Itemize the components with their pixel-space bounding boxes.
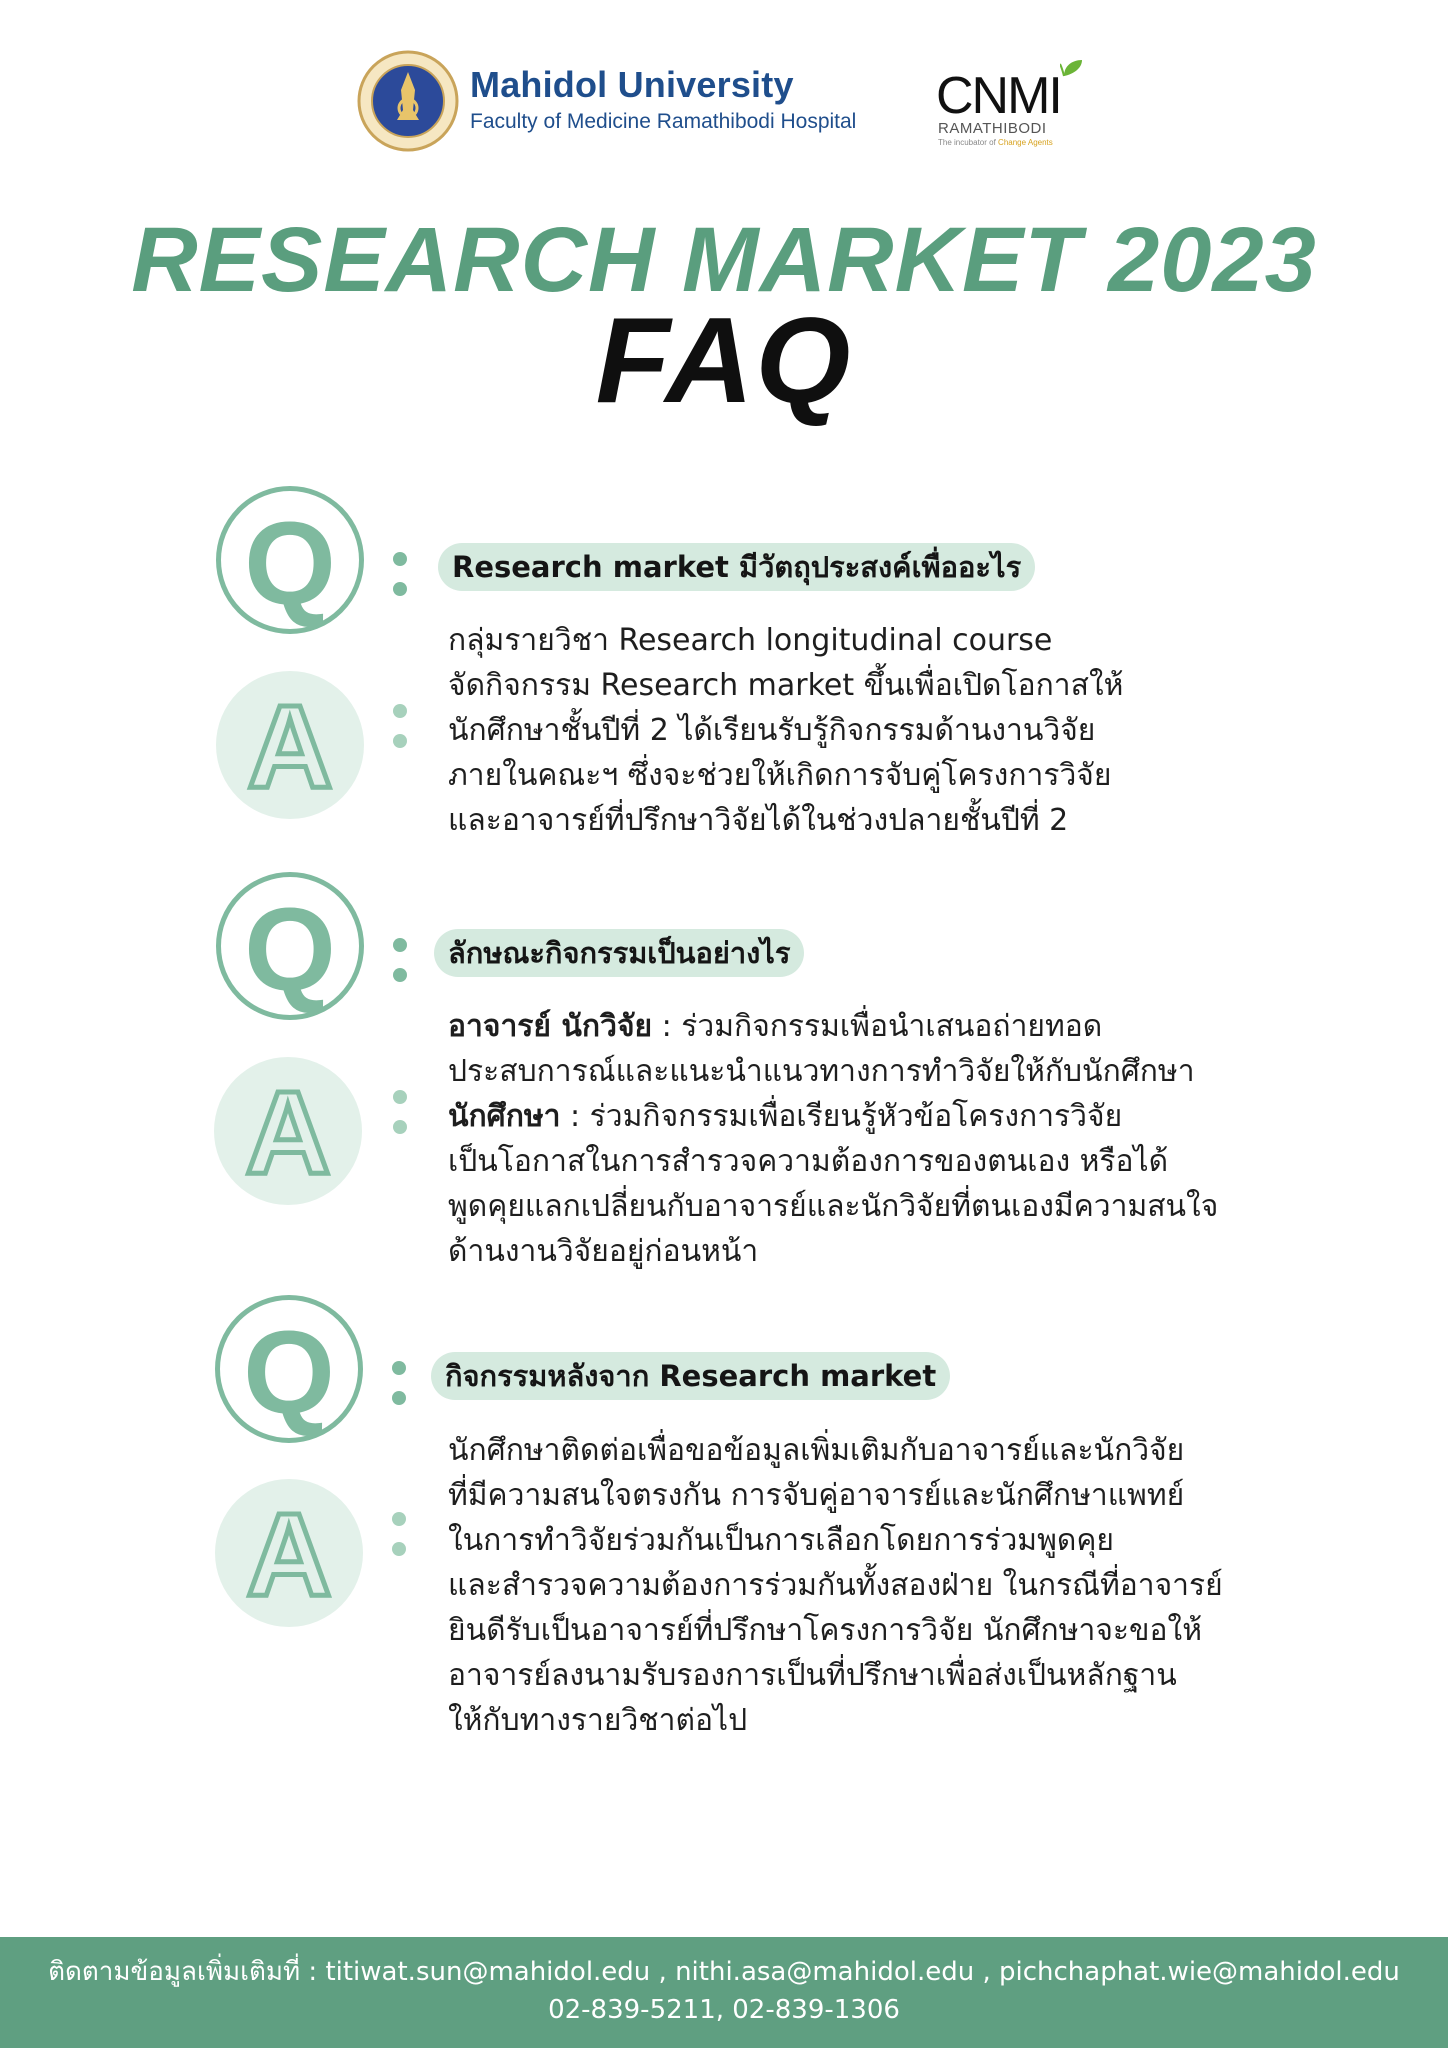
header-logos bbox=[0, 44, 1448, 164]
answer-1-icon bbox=[216, 671, 364, 819]
svg-text:A: A bbox=[246, 1489, 332, 1621]
leaf-icon bbox=[1060, 58, 1090, 78]
teacher-label: อาจารย์ นักวิจัย bbox=[448, 1009, 653, 1044]
student-label: นักศึกษา bbox=[448, 1099, 561, 1134]
answer-2-text: อาจารย์ นักวิจัย : ร่วมกิจกรรมเพื่อนำเสนอถ่ายทอด ประสบการณ์และแนะนำแนวทางการทำวิจัยให้กับนักศึกษา นักศึกษา : ร่วมกิจกรรมเพื่อเรียนรู้หัวข้อโครงการวิจัย เป็นโอกาสในการสำรวจความต้องการของตนเอง หรือได้ พูดคุยแลกเปลี่ยนกับอาจารย์และนักวิจัยที่ตนเองมีความสนใจ ด้านงานวิจัยอยู่ก่อนหน้า bbox=[448, 1009, 1219, 1269]
footer-phone-numbers: 02-839-5211, 02-839-1306 bbox=[548, 1995, 900, 2025]
answer-2-colon bbox=[393, 1090, 409, 1150]
answer-3-text: นักศึกษาติดต่อเพื่อขอข้อมูลเพิ่มเติมกับอาจารย์และนักวิจัย ที่มีความสนใจตรงกัน การจับคู่อาจารย์และนักศึกษาแพทย์ ในการทำวิจัยร่วมกันเป็นการเลือกโดยการร่วมพูดคุย และสำรวจความต้องการร่วมกันทั้งสองฝ่าย ในกรณีที่อาจารย์ ยินดีรับเป็นอาจารย์ที่ปรึกษาโครงการวิจัย นักศึกษาจะขอให้ อาจารย์ลงนามรับรองการเป็นที่ปรึกษาเพื่อส่งเป็นหลักฐาน ให้กับทางรายวิชาต่อไป bbox=[448, 1433, 1223, 1738]
footer-contact-emails: ติดตามข้อมูลเพิ่มเติมที่ : titiwat.sun@mahidol.edu , nithi.asa@mahidol.edu , pichchaphat.wie@mahidol.edu bbox=[48, 1957, 1400, 1987]
faculty-name: Faculty of Medicine Ramathibodi Hospital bbox=[470, 110, 857, 133]
mahidol-seal-logo bbox=[357, 50, 459, 152]
cnmi-logo bbox=[936, 58, 1096, 158]
question-2-text: ลักษณะกิจกรรมเป็นอย่างไร bbox=[434, 929, 804, 977]
answer-3-icon bbox=[215, 1479, 363, 1627]
svg-text:A: A bbox=[245, 1067, 331, 1199]
svg-text:A: A bbox=[247, 681, 333, 813]
cnmi-logo-text: CNMI bbox=[936, 67, 1061, 125]
question-1-icon: Q bbox=[216, 486, 364, 634]
question-1-text: Research market มีวัตถุประสงค์เพื่ออะไร bbox=[438, 543, 1035, 591]
page-subtitle: FAQ bbox=[595, 292, 853, 428]
cnmi-logo-tagline: The incubator of Change Agents bbox=[938, 138, 1053, 147]
answer-2-icon bbox=[214, 1057, 362, 1205]
answer-3-colon bbox=[392, 1512, 408, 1572]
page-title: RESEARCH MARKET 2023 bbox=[131, 209, 1317, 311]
question-2-colon bbox=[393, 938, 409, 998]
question-3-colon bbox=[392, 1361, 408, 1421]
university-name: Mahidol University bbox=[470, 64, 794, 105]
answer-1-text: กลุ่มรายวิชา Research longitudinal course จัดกิจกรรม Research market ขึ้นเพื่อเปิดโอกาสให้ นักศึกษาชั้นปีที่ 2 ได้เรียนรับรู้กิจกรรมด้านงานวิจัย ภายในคณะฯ ซึ่งจะช่วยให้เกิดการจับคู่โครงการวิจัย และอาจารย์ที่ปรึกษาวิจัยได้ในช่วงปลายชั้นปีที่ 2 bbox=[448, 623, 1124, 838]
footer-contact-bar bbox=[0, 1937, 1448, 2048]
question-2-icon: Q bbox=[216, 872, 364, 1020]
question-3-icon: Q bbox=[215, 1295, 363, 1443]
answer-1-colon bbox=[393, 704, 409, 764]
question-1-colon bbox=[393, 552, 409, 612]
question-3-text: กิจกรรมหลังจาก Research market bbox=[431, 1352, 950, 1400]
cnmi-logo-subtitle: RAMATHIBODI bbox=[938, 120, 1047, 137]
